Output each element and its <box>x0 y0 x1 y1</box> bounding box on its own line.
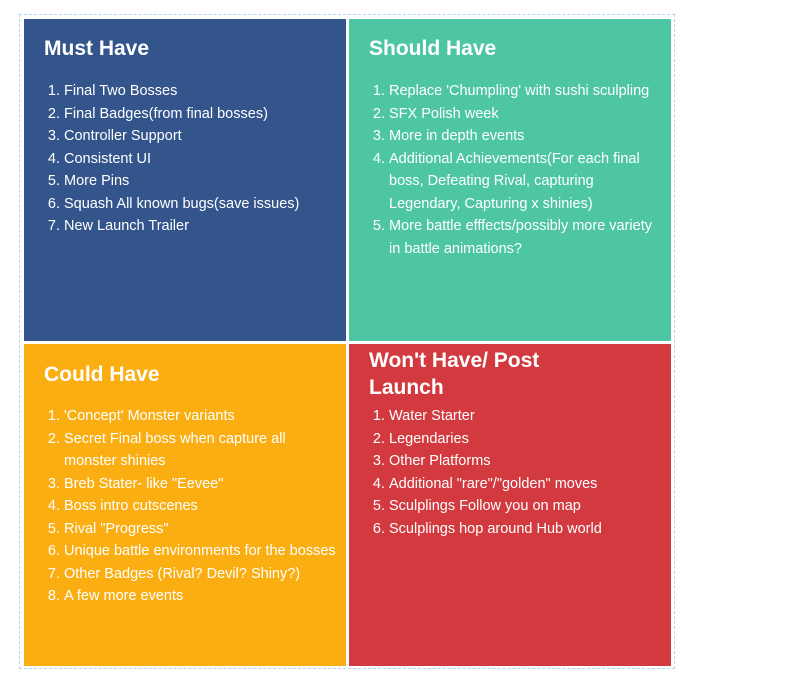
list-item: 2. Secret Final boss when capture all monster shinies <box>64 428 338 473</box>
list-item: 3. More in depth events <box>389 125 663 148</box>
list-item: 8. A few more events <box>64 585 338 608</box>
quadrant-title: Won't Have/ Post Launch <box>369 349 540 399</box>
list-item: 2. Legendaries <box>389 428 663 451</box>
item-list <box>369 80 663 260</box>
list-item: 2. SFX Polish week <box>389 103 663 126</box>
list-item: 6. Unique battle environments for the bosses <box>64 540 338 563</box>
item-list <box>369 405 663 540</box>
list-item: 7. New Launch Trailer <box>64 215 338 238</box>
list-item: 3. Breb Stater- like "Eevee" <box>64 473 338 496</box>
list-item: 4. Consistent UI <box>64 148 338 171</box>
quadrant-wont-have <box>349 344 671 666</box>
quadrant-title: Must Have <box>44 37 150 60</box>
quadrant-title: Could Have <box>44 363 160 386</box>
list-item: 3. Controller Support <box>64 125 338 148</box>
list-item: 5. More Pins <box>64 170 338 193</box>
item-list <box>44 405 338 608</box>
quadrant-should-have <box>349 19 671 341</box>
quadrant-title: Should Have <box>369 37 497 60</box>
list-item: 1. Replace 'Chumpling' with sushi sculpling <box>389 80 663 103</box>
list-item: 1. Water Starter <box>389 405 663 428</box>
list-item: 5. Rival "Progress" <box>64 518 338 541</box>
list-item: 2. Final Badges(from final bosses) <box>64 103 338 126</box>
item-list <box>44 80 338 238</box>
list-item: 4. Boss intro cutscenes <box>64 495 338 518</box>
list-item: 5. Sculplings Follow you on map <box>389 495 663 518</box>
list-item: 6. Squash All known bugs(save issues) <box>64 193 338 216</box>
list-item: 6. Sculplings hop around Hub world <box>389 518 663 541</box>
list-item: 7. Other Badges (Rival? Devil? Shiny?) <box>64 563 338 586</box>
list-item: 1. Final Two Bosses <box>64 80 338 103</box>
list-item: 4. Additional Achievements(For each final boss, Defeating Rival, capturing Legendary, Capturing x shinies) <box>389 148 663 216</box>
list-item: 1. 'Concept' Monster variants <box>64 405 338 428</box>
list-item: 3. Other Platforms <box>389 450 663 473</box>
list-item: 4. Additional "rare"/"golden" moves <box>389 473 663 496</box>
quadrant-must-have <box>24 19 346 341</box>
quadrant-could-have <box>24 344 346 666</box>
list-item: 5. More battle efffects/possibly more variety in battle animations? <box>389 215 663 260</box>
